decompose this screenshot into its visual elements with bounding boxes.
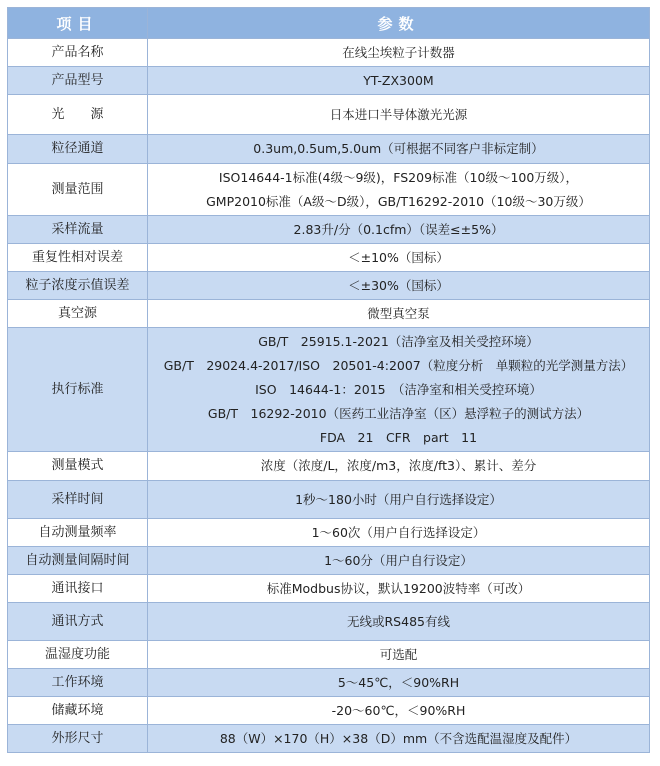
row-label: 测量模式 [8,452,148,481]
row-value: 微型真空泵 [148,300,650,328]
table-row [8,39,650,67]
table-row [8,95,650,135]
value-line: GMP2010标准（A级～D级），GB/T16292-2010（10级～30万级） [206,193,591,209]
header-item: 项目 [8,8,148,39]
value-line: GB/T 29024.4-2017/ISO 20501-4:2007（粒度分析 单颗粒的光学测量方法） [163,357,634,373]
spec-table [7,7,650,753]
table-row [8,519,650,547]
table-row [8,216,650,244]
table-row [8,300,650,328]
table-row [8,135,650,164]
table-row [8,328,650,452]
table-row [8,272,650,300]
row-value: 无线或RS485有线 [148,603,650,641]
row-label: 自动测量频率 [8,519,148,547]
table-row [8,164,650,216]
row-value: 浓度（浓度/L，浓度/m3，浓度/ft3）、累计、差分 [148,452,650,481]
spec-table-container [7,7,649,753]
table-row [8,603,650,641]
row-value: 在线尘埃粒子计数器 [148,39,650,67]
row-label: 执行标准 [8,328,148,452]
row-value: 可选配 [148,641,650,669]
table-header-row [8,8,650,39]
row-value: YT-ZX300M [148,67,650,95]
table-row [8,481,650,519]
header-parameter: 参数 [148,8,650,39]
row-label: 测量范围 [8,164,148,216]
table-row [8,452,650,481]
row-label: 产品名称 [8,39,148,67]
row-value: 1～60次（用户自行选择设定） [148,519,650,547]
row-value: 5～45℃，＜90%RH [148,669,650,697]
row-value: 标准Modbus协议，默认19200波特率（可改） [148,575,650,603]
row-value: 88（W）×170（H）×38（D）mm（不含选配温湿度及配件） [148,725,650,753]
table-row [8,547,650,575]
row-label: 通讯方式 [8,603,148,641]
row-label: 通讯接口 [8,575,148,603]
row-label: 粒径通道 [8,135,148,164]
table-row [8,697,650,725]
row-label: 储藏环境 [8,697,148,725]
row-value: ＜±10%（国标） [148,244,650,272]
value-line: FDA 21 CFR part 11 [319,429,478,445]
row-label: 重复性相对误差 [8,244,148,272]
row-value: 1～60分（用户自行设定） [148,547,650,575]
row-label: 温湿度功能 [8,641,148,669]
row-value: 1秒～180小时（用户自行选择设定） [148,481,650,519]
table-row [8,725,650,753]
table-row [8,641,650,669]
row-value: -20～60℃，＜90%RH [148,697,650,725]
row-label: 粒子浓度示值误差 [8,272,148,300]
row-value [148,164,650,216]
value-line: ISO14644-1标准(4级～9级)，FS209标准（10级～100万级）， [218,169,579,185]
row-value: 日本进口半导体激光光源 [148,95,650,135]
row-label: 采样流量 [8,216,148,244]
row-label: 产品型号 [8,67,148,95]
row-label: 工作环境 [8,669,148,697]
table-row [8,669,650,697]
row-value [148,328,650,452]
row-label: 采样时间 [8,481,148,519]
row-label: 自动测量间隔时间 [8,547,148,575]
row-value: 0.3um,0.5um,5.0um（可根据不同客户非标定制） [148,135,650,164]
row-label: 光 源 [8,95,148,135]
row-label: 真空源 [8,300,148,328]
row-value: ＜±30%（国标） [148,272,650,300]
row-value: 2.83升/分（0.1cfm）（误差≤±5%） [148,216,650,244]
table-row [8,575,650,603]
table-row [8,244,650,272]
table-row [8,67,650,95]
value-line: ISO 14644-1：2015 （洁净室和相关受控环境） [255,381,542,397]
value-line: GB/T 16292-2010（医药工业洁净室（区）悬浮粒子的测试方法） [207,405,590,421]
row-label: 外形尺寸 [8,725,148,753]
value-line: GB/T 25915.1-2021（洁净室及相关受控环境） [258,333,539,349]
